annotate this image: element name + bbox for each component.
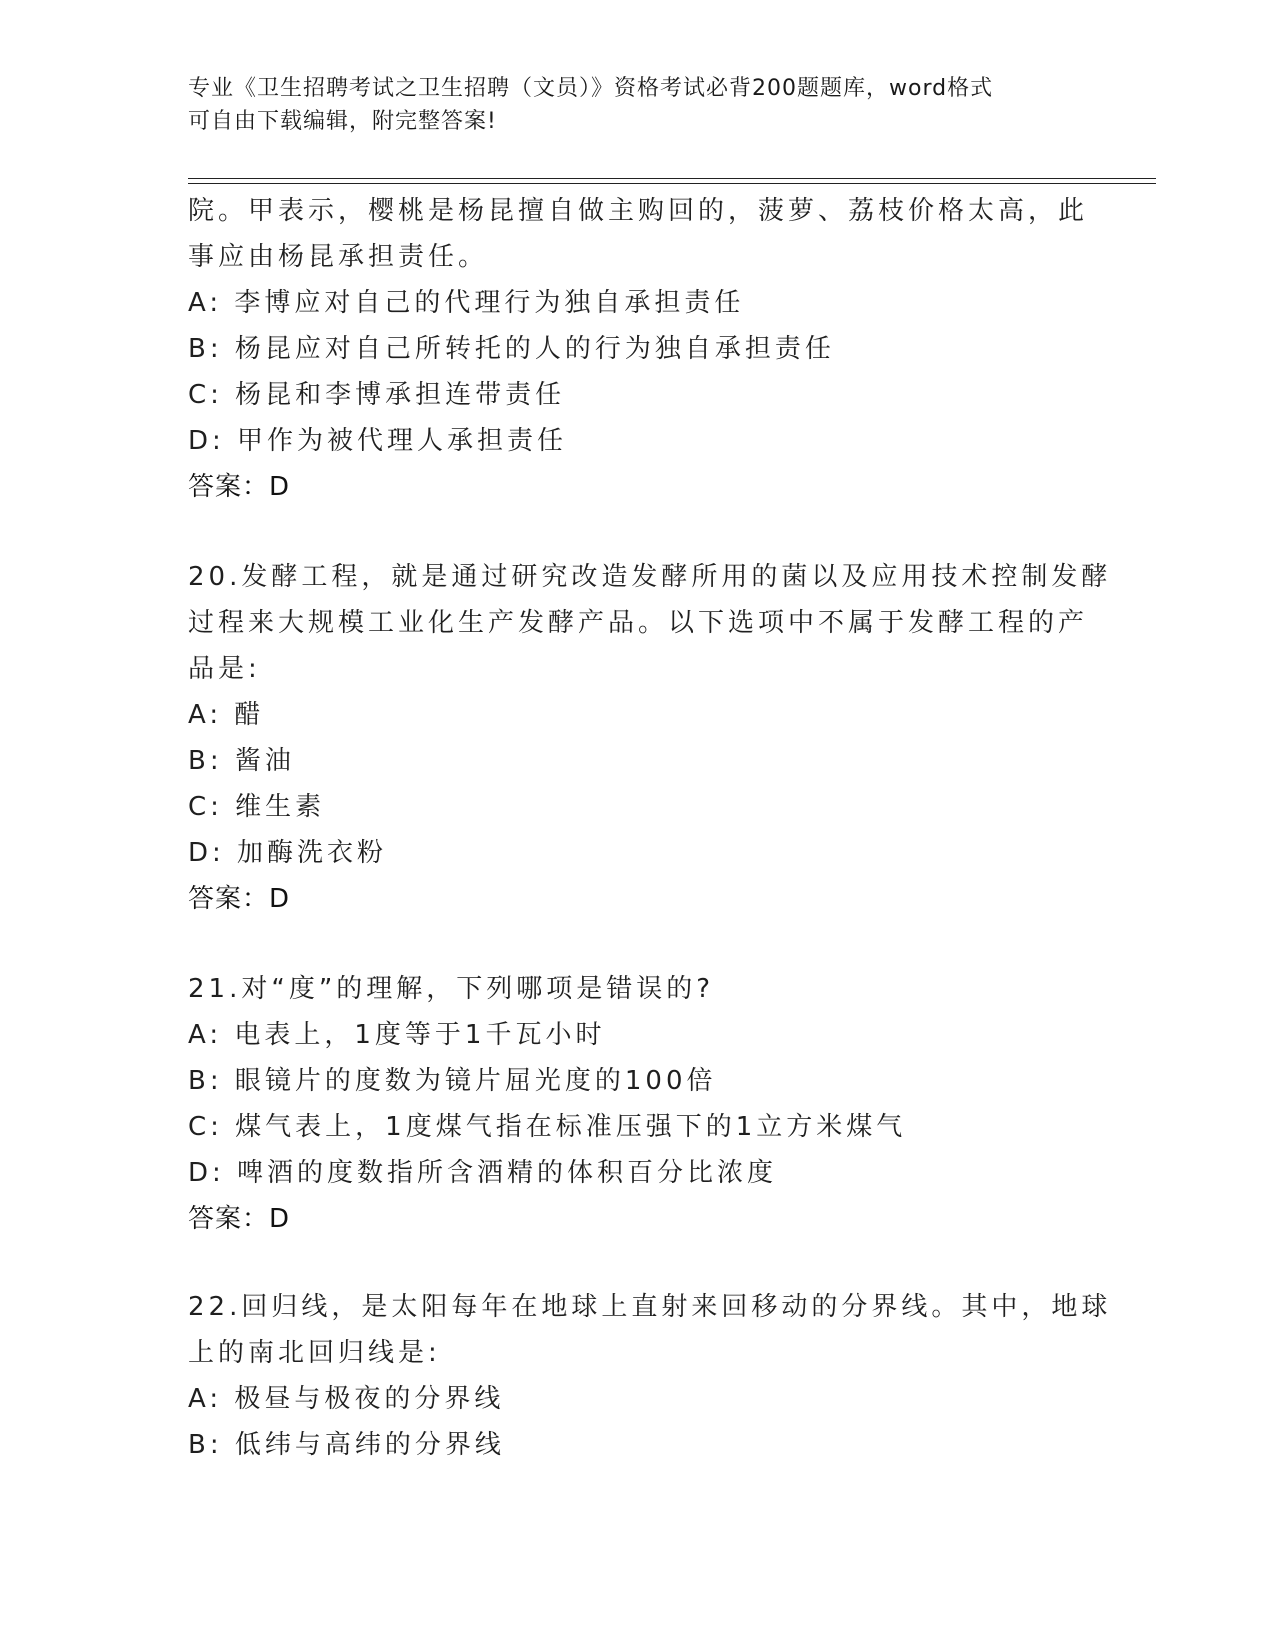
question-19-continued <box>188 188 1088 510</box>
question-22 <box>188 1284 1112 1468</box>
option-b: B: 低纬与高纬的分界线 <box>188 1430 505 1460</box>
document-header <box>188 72 1088 138</box>
spacer <box>188 922 1088 966</box>
question-21 <box>188 966 1088 1242</box>
answer-label: 答案：D <box>188 1204 291 1234</box>
option-c: C: 维生素 <box>188 792 326 822</box>
option-b: B: 眼镜片的度数为镜片屈光度的100倍 <box>188 1066 717 1096</box>
header-title-line-2: 可自由下载编辑，附完整答案! <box>188 109 497 134</box>
question-stem-line: 过程来大规模工业化生产发酵产品。以下选项中不属于发酵工程的产 <box>188 608 1089 638</box>
option-b: B: 酱油 <box>188 746 295 776</box>
question-stem-line: 上的南北回归线是: <box>188 1338 441 1368</box>
header-rule-bottom <box>188 183 1156 184</box>
question-20 <box>188 554 1112 922</box>
spacer <box>188 1242 1088 1284</box>
option-d: D: 加酶洗衣粉 <box>188 838 388 868</box>
option-c: C: 杨昆和李博承担连带责任 <box>188 380 566 410</box>
question-stem-line: 22.回归线，是太阳每年在地球上直射来回移动的分界线。其中，地球 <box>188 1292 1112 1322</box>
header-title-line-1: 专业《卫生招聘考试之卫生招聘（文员）》资格考试必背200题题库，word格式 <box>188 76 994 101</box>
option-d: D: 甲作为被代理人承担责任 <box>188 426 568 456</box>
question-stem-line: 20.发酵工程，就是通过研究改造发酵所用的菌以及应用技术控制发酵 <box>188 562 1112 592</box>
option-a: A: 电表上，1度等于1千瓦小时 <box>188 1020 606 1050</box>
option-a: A: 李博应对自己的代理行为独自承担责任 <box>188 288 745 318</box>
answer-label: 答案：D <box>188 472 291 502</box>
question-stem-line: 院。甲表示，樱桃是杨昆擅自做主购回的，菠萝、荔枝价格太高，此 <box>188 196 1089 226</box>
option-b: B: 杨昆应对自己所转托的人的行为独自承担责任 <box>188 334 835 364</box>
spacer <box>188 510 1088 554</box>
option-d: D: 啤酒的度数指所含酒精的体积百分比浓度 <box>188 1158 778 1188</box>
header-rule-top <box>188 178 1156 179</box>
question-stem-line: 21.对“度”的理解，下列哪项是错误的? <box>188 974 715 1004</box>
question-stem-line: 事应由杨昆承担责任。 <box>188 242 489 272</box>
option-a: A: 醋 <box>188 700 265 730</box>
document-body <box>188 188 1112 1468</box>
option-a: A: 极昼与极夜的分界线 <box>188 1384 505 1414</box>
option-c: C: 煤气表上，1度煤气指在标准压强下的1立方米煤气 <box>188 1112 907 1142</box>
question-stem-line: 品是: <box>188 654 261 684</box>
answer-label: 答案：D <box>188 884 291 914</box>
